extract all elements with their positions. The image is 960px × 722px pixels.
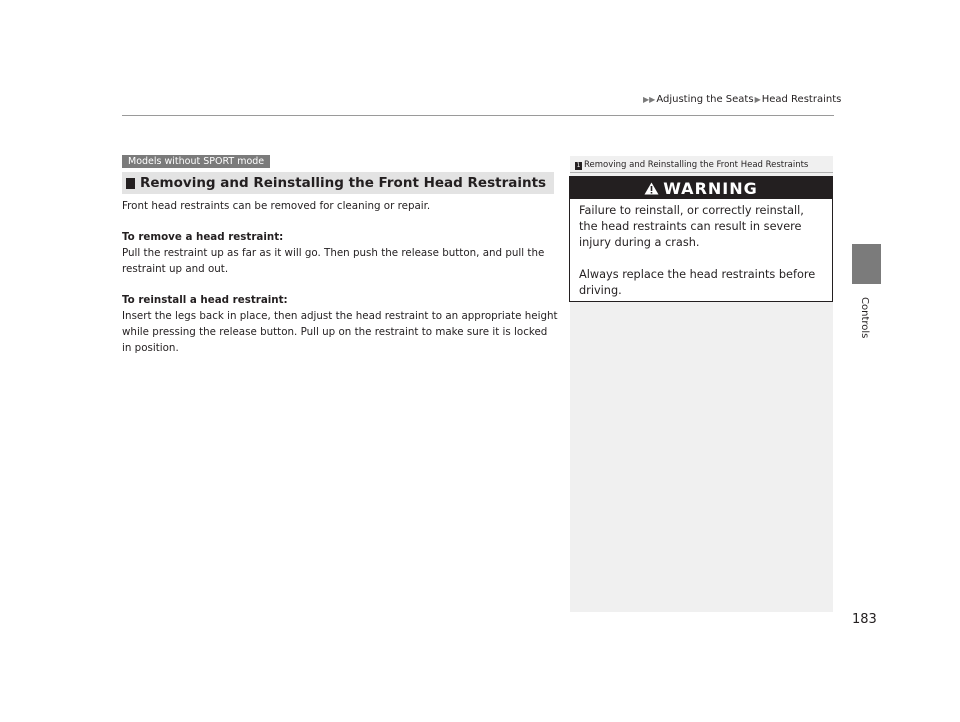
triangle-right-icon: ▶▶ bbox=[643, 95, 656, 104]
note-title bbox=[575, 160, 808, 170]
warning-box bbox=[569, 176, 833, 302]
warning-triangle-icon bbox=[644, 182, 659, 195]
note-marker-icon: 1 bbox=[576, 162, 581, 169]
reinstall-body: Insert the legs back in place, then adjust the head restraint to an appropriate height while pressing the release button. Pull up on the restraint to make sure it is locked in position. bbox=[122, 310, 558, 354]
warning-header bbox=[570, 177, 832, 199]
breadcrumb-item-head-restraints[interactable]: Head Restraints bbox=[761, 94, 842, 105]
section-heading bbox=[122, 172, 554, 194]
warning-text bbox=[570, 199, 832, 299]
intro-text: Front head restraints can be removed for cleaning or repair. bbox=[122, 200, 431, 212]
header-rule bbox=[122, 115, 834, 116]
chapter-label: Controls bbox=[859, 297, 870, 339]
note-rule bbox=[570, 172, 833, 173]
remove-body: Pull the restraint up as far as it will go. Then push the release button, and pull the restraint up and out. bbox=[122, 247, 545, 275]
warning-label: WARNING bbox=[663, 178, 758, 198]
breadcrumb-item-seats[interactable]: Adjusting the Seats bbox=[656, 94, 754, 105]
breadcrumb bbox=[642, 94, 841, 105]
chapter-tab bbox=[852, 244, 881, 284]
warning-paragraph: Always replace the head restraints before driving. bbox=[579, 268, 816, 297]
square-bullet-icon bbox=[126, 178, 135, 189]
remove-heading: To remove a head restraint: bbox=[122, 231, 284, 243]
reinstall-heading: To reinstall a head restraint: bbox=[122, 294, 288, 306]
section-title: Removing and Reinstalling the Front Head Restraints bbox=[140, 175, 547, 191]
note-title-text: Removing and Reinstalling the Front Head Restraints bbox=[584, 160, 809, 170]
page-number: 183 bbox=[852, 612, 877, 627]
warning-paragraph: Failure to reinstall, or correctly reinstall, the head restraints can result in severe injury during a crash. bbox=[579, 204, 804, 249]
triangle-right-icon: ▶ bbox=[754, 95, 761, 104]
model-tag: Models without SPORT mode bbox=[122, 155, 270, 168]
